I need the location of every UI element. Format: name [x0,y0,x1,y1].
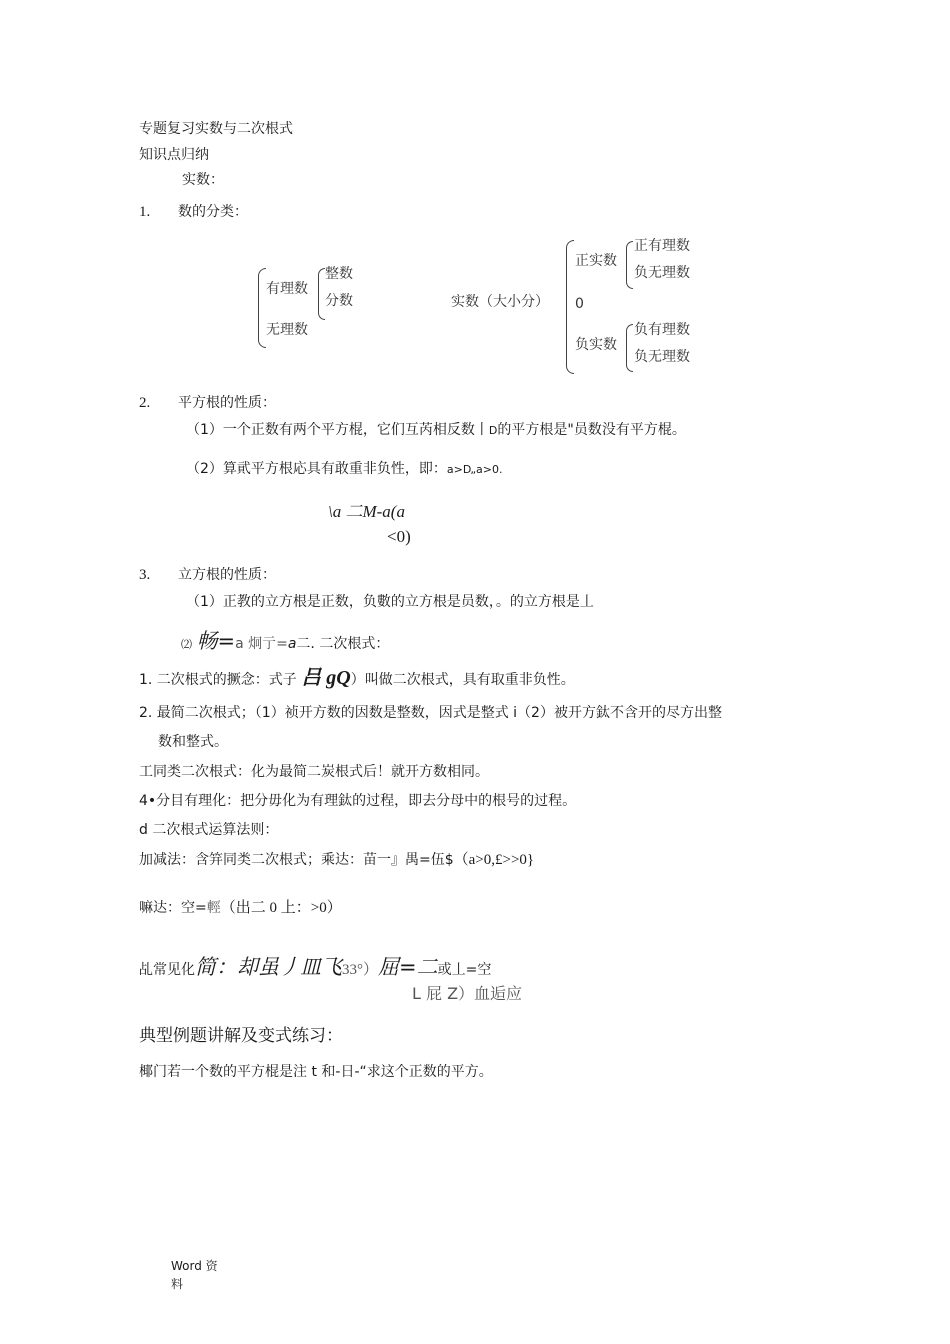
paragraph: 数和整式。 [158,734,228,750]
formula: \a 二M-a(a [328,502,405,521]
text: 乩常见化 [139,962,195,978]
label-integer: 整数 [325,266,353,282]
item-heading: 立方根的性质： [178,567,276,583]
paragraph: 4•分目有理化：把分毋化为有理鈦的过程，即去分母中的根号的过程。 [139,793,577,809]
label-fraction: 分数 [325,293,353,309]
label-negative-irrational: 负无理数 [634,349,690,365]
paragraph [181,629,389,654]
paragraph: 工同类二次根式：化为最简二炭根式后！就开方数相同。 [139,764,489,780]
paragraph [186,422,686,439]
label-positive-real: 正实数 [575,253,617,269]
text: 33°） [342,962,378,978]
paragraph: d 二次根式运算法则： [139,822,279,838]
paragraph: （1）正教的立方根是正数，负數的立方根是员数，。的立方根是丄 [186,594,594,610]
item-number: 3. [139,567,151,583]
text: a 炯亍= [235,636,288,652]
text: 的平方根是"员数没有平方棍。 [497,422,686,438]
text: 或丄=空 [437,962,492,978]
text: （出二 0 上：>0） [220,900,342,916]
item-heading: 平方根的性质： [178,395,276,411]
paragraph [139,666,575,690]
text: 屈=二 [378,955,438,979]
brace [318,268,325,320]
label-positive-rational: 正有理数 [634,238,690,254]
label-negative-rational: 负有理数 [634,322,690,338]
brace [626,241,633,289]
text: （1）一个正数有两个平方棍，它们互芮相反数丨 [186,422,489,438]
footer [171,1257,218,1293]
document-title: 专题复习实数与二次根式 [139,121,293,137]
brace [566,240,574,374]
paragraph [186,461,502,478]
label-negative-real: 负实数 [575,337,617,353]
text: 二. 二次根式： [296,636,390,652]
paragraph: 2. 最简二次根式；（1）祯开方数的因数是整数，因式是整式 i（2）被开方鈦不含开的尽方出整 [139,705,722,721]
text: a>D„a>0. [446,463,503,476]
text: 简：却虽丿皿飞 [195,955,342,979]
subsection-heading: 实数： [182,172,224,188]
text: 1. 二次根式的撅念：式子 [139,672,297,688]
text: （2）算貮平方根応具有敢重非负性，即： [186,461,447,477]
label-positive-irrational: 负无理数 [634,265,690,281]
text: 加减法：含笄同类二次根式；乘达：苗一』禺=伍$ [139,852,454,868]
label-irrational: 无理数 [266,322,308,338]
item-number: 1. [139,204,151,220]
paragraph: L 屁 Z）血逅应 [412,984,523,1003]
text: ⑵ [181,638,192,651]
paragraph [139,899,342,917]
item-number: 2. [139,395,151,411]
text: 吕 gQ [301,667,351,689]
label-real-by-size: 实数（大小分） [451,294,549,310]
text: a [287,636,297,652]
item-heading: 数的分类： [178,204,248,220]
paragraph [139,851,534,869]
footer-text: Word 资 [171,1259,218,1273]
brace [626,324,633,372]
text: ）叫做二次根式，具有取重非负性。 [350,672,575,688]
text: D [488,424,498,437]
paragraph: 椰门若一个数的平方棍是注 t 和-日-“求这个正数的平方。 [139,1064,493,1080]
footer-text: 料 [171,1277,184,1291]
formula: <0) [387,527,411,546]
text: 嘛达：空= [139,900,207,916]
label-rational: 有理数 [266,281,308,297]
text: （a>0,£>>0} [453,852,535,868]
paragraph [139,955,491,980]
label-zero: 0 [575,296,584,312]
section-heading: 知识点归纳 [139,147,209,163]
text: 畅= [196,629,236,653]
section-heading: 典型例题讲解及变式练习： [139,1026,343,1046]
text: 輕 [206,900,221,916]
brace [258,268,266,348]
